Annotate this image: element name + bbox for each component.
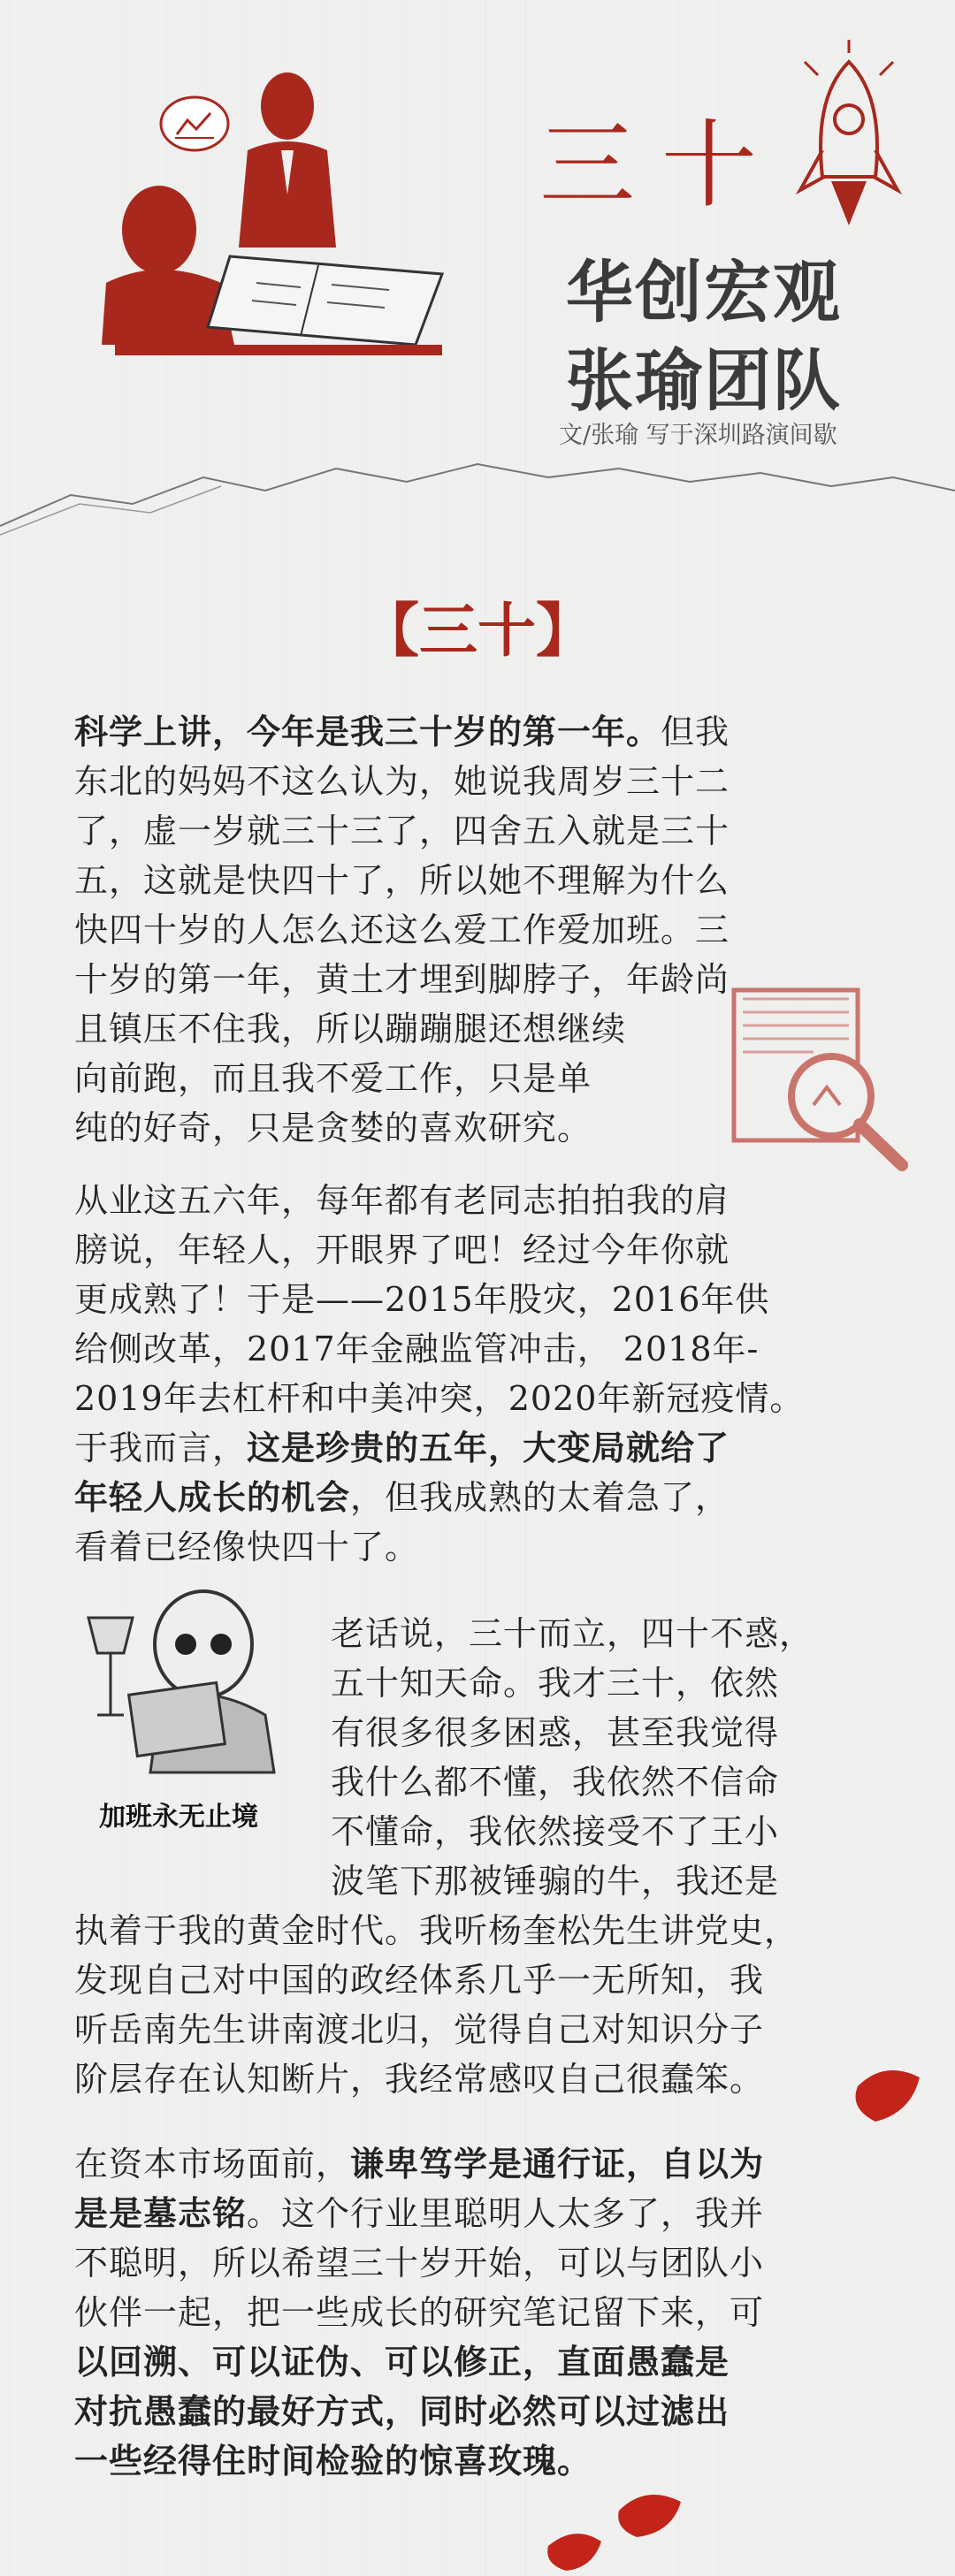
p4-text: 在资本市场面前， — [74, 2145, 351, 2184]
p4-line: 伙伴一起，把一些成长的研究笔记留下来，可 — [74, 2293, 765, 2332]
p4-bold: 谦卑笃学是通行证，自以为 — [350, 2144, 765, 2184]
cartoon-caption: 加班永无止境 — [99, 1802, 258, 1832]
p1-bold: 科学上讲，今年是我三十岁的第一年。 — [74, 712, 661, 751]
p3-line: 发现自己对中国的政经体系几乎一无所知，我 — [74, 1961, 765, 2000]
p2-text: ，但我成熟的太着急了， — [350, 1478, 730, 1517]
p2-text: 于我而言， — [74, 1429, 248, 1467]
p3-line: 有很多很多困惑，甚至我觉得 — [331, 1713, 780, 1752]
byline: 文/张瑜 写于深圳路演间歇 — [559, 422, 837, 449]
p4-bold: 对抗愚蠢的最好方式，同时必然可以过滤出 — [74, 2391, 730, 2431]
p4-bold: 以回溯、可以证伪、可以修正，直面愚蠢是 — [74, 2342, 730, 2382]
p1-line: 东北的妈妈不这么认为，她说我周岁三十二 — [74, 762, 730, 801]
p1-text: 但我 — [661, 713, 730, 751]
p3-line: 我什么都不懂，我依然不信命 — [331, 1763, 780, 1802]
p1-line: 向前跑，而且我不爱工作，只是单 — [74, 1059, 592, 1098]
p3-line: 五十知天命。我才三十，依然 — [331, 1664, 780, 1703]
rose-petal-icon — [849, 2060, 928, 2130]
overtime-cartoon-illustration — [71, 1582, 301, 1786]
p2-line: 给侧改革，2017年金融监管冲击， 2018年- — [74, 1330, 760, 1368]
p2-line: 膀说，年轻人，开眼界了吧！经过今年你就 — [74, 1231, 730, 1269]
p2-line: 从业这五六年，每年都有老同志拍拍我的肩 — [74, 1181, 730, 1220]
p1-line: 五，这就是快四十了，所以她不理解为什么 — [74, 861, 730, 900]
torn-paper-divider — [0, 442, 955, 539]
p2-line: 2019年去杠杆和中美冲突，2020年新冠疫情。 — [74, 1379, 805, 1418]
p1-line: 纯的好奇，只是贪婪的喜欢研究。 — [74, 1109, 592, 1147]
p3-line: 老话说，三十而立，四十不惑， — [331, 1614, 814, 1653]
p3-line: 阶层存在认知断片，我经常感叹自己很蠢笨。 — [74, 2060, 765, 2099]
p1-line: 了，虚一岁就三十三了，四舍五入就是三十 — [74, 812, 730, 850]
p4-bold: 一些经得住时间检验的惊喜玫瑰。 — [74, 2441, 592, 2481]
header-illustration — [88, 53, 460, 371]
p3-line: 不懂命，我依然接受不了王小 — [331, 1812, 780, 1851]
p4-line: 不聪明，所以希望三十岁开始，可以与团队小 — [74, 2244, 765, 2283]
rose-petals-bottom-icon — [539, 2484, 690, 2572]
p4-text: 。这个行业里聪明人太多了，我并 — [247, 2194, 765, 2233]
section-title: 【三十】 — [361, 596, 594, 665]
page-title: 三十 — [539, 111, 784, 221]
p2-bold: 年轻人成长的机会 — [74, 1477, 351, 1517]
team-name-line2: 张瑜团队 — [566, 341, 842, 420]
rocket-icon — [778, 35, 920, 248]
p3-line: 波笔下那被锤骟的牛，我还是 — [331, 1862, 780, 1901]
p2-line: 看着已经像快四十了。 — [74, 1528, 420, 1566]
p3-line: 听岳南先生讲南渡北归，觉得自己对知识分子 — [74, 2010, 765, 2049]
p1-line: 快四十岁的人怎么还这么爱工作爱加班。三 — [74, 911, 730, 949]
p4-bold: 是是墓志铭 — [74, 2193, 248, 2233]
p3-line: 执着于我的黄金时代。我听杨奎松先生讲党史， — [74, 1911, 799, 1950]
p1-line: 且镇压不住我，所以蹦蹦腿还想继续 — [74, 1010, 627, 1048]
p2-line: 更成熟了！于是——2015年股灾，2016年供 — [74, 1280, 770, 1319]
chart-bubble-icon — [161, 97, 228, 150]
p1-line: 十岁的第一年，黄土才埋到脚脖子，年龄尚 — [74, 960, 730, 999]
team-name-line1: 华创宏观 — [566, 253, 842, 332]
research-magnifier-icon — [725, 981, 920, 1176]
p2-bold: 这是珍贵的五年，大变局就给了 — [247, 1428, 730, 1467]
